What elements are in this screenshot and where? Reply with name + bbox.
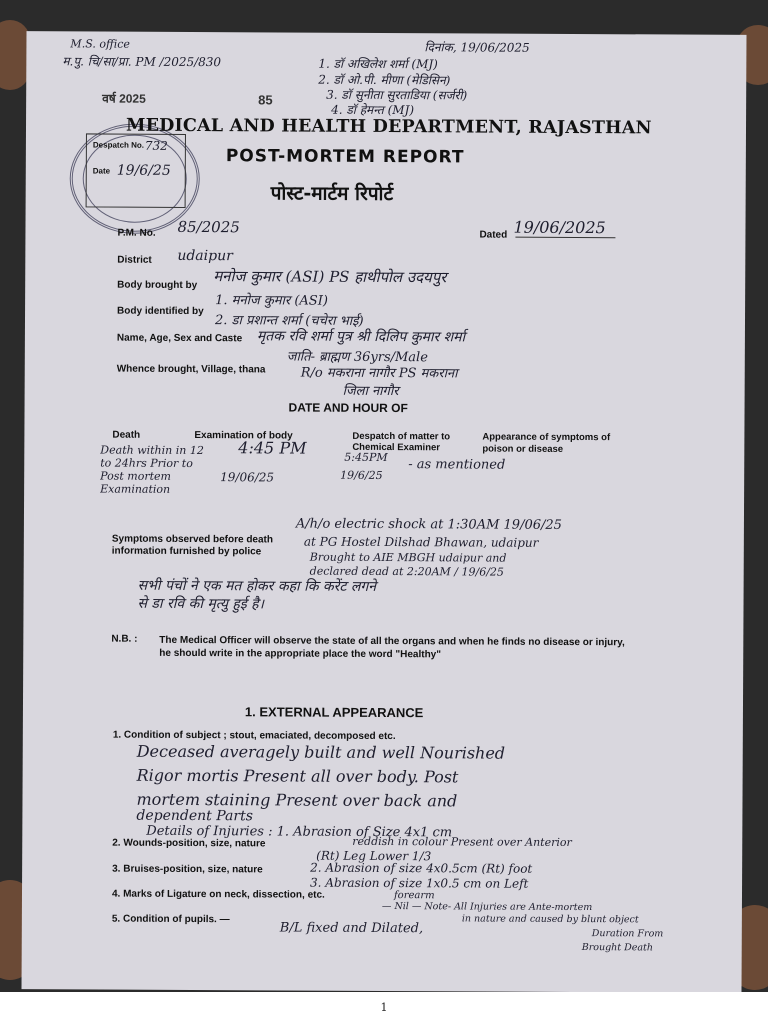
- dated-label: Dated: [479, 229, 508, 241]
- condition-line-4: dependent Parts: [136, 807, 253, 825]
- doctor-4: 4. डॉ हेमन्त (MJ): [331, 102, 415, 118]
- pupils-line-3: Brought Death: [581, 942, 654, 954]
- stamp-year: वर्ष 2025: [102, 91, 146, 106]
- condition-line-2: Rigor mortis Present all over body. Post: [136, 765, 459, 787]
- despatch-date: 19/6/25: [340, 468, 383, 482]
- symptoms-line-4: declared dead at 2:20AM / 19/6/25: [309, 564, 504, 579]
- symptoms-line-5: सभी पंचों ने एक मत होकर कहा कि करेंट लगने: [137, 577, 377, 595]
- examination-date: 19/06/25: [220, 470, 275, 485]
- injuries-line-1: Details of Injuries : 1. Abrasion of Size 4x1 cm: [146, 823, 453, 841]
- department-heading: MEDICAL AND HEALTH DEPARTMENT, RAJASTHAN: [125, 115, 652, 139]
- date-hour-heading: DATE AND HOUR OF: [288, 400, 408, 416]
- annotation-reference: म.पु. चि/सा/प्रा. PM /2025/830: [62, 54, 222, 70]
- name-age-sex-caste-value-1: मृतक रवि शर्मा पुत्र श्री दिलिप कुमार शर्मा: [256, 328, 466, 346]
- body-brought-label: Body brought by: [117, 279, 198, 292]
- ligature-line-3: in nature and caused by blunt object: [461, 913, 639, 926]
- wounds-line-1: reddish in colour Present over Anterior: [352, 834, 572, 849]
- district-value: udaipur: [177, 247, 233, 265]
- name-age-sex-caste-label: Name, Age, Sex and Caste: [116, 332, 243, 345]
- body-identified-value-1: 1. मनोज कुमार (ASI): [215, 293, 328, 309]
- dated-value: 19/06/2025: [513, 217, 606, 238]
- doctor-3: 3. डॉ सुनीता सुरताडिया (सर्जरी): [326, 87, 468, 103]
- pm-no-label: P.M. No.: [117, 227, 156, 239]
- condition-line-3: mortem staining Present over back and: [136, 789, 458, 811]
- note-text: The Medical Officer will observe the state of all the organs and when he finds no disease or injury, he should write in the appropriate place the word "Healthy": [159, 634, 625, 661]
- symptoms-line-6: से डा रवि की मृत्यु हुई है।: [137, 595, 264, 613]
- ligature-line-1: forearm: [393, 890, 435, 902]
- register-number: 85: [258, 92, 273, 108]
- examination-time: 4:45 PM: [238, 438, 307, 458]
- report-title: POST-MORTEM REPORT: [225, 146, 465, 168]
- page-number: 1: [380, 1001, 388, 1014]
- doctor-1: 1. डॉ अखिलेश शर्मा (MJ): [318, 56, 438, 72]
- despatch-stamp-box: [86, 133, 186, 208]
- wounds-line-2: (Rt) Leg Lower 1/3: [316, 848, 432, 864]
- col-examination-label: Examination of body: [194, 430, 293, 442]
- pupils-line-1: B/L fixed and Dilated,: [279, 920, 424, 937]
- wounds-label: 2. Wounds-position, size, nature: [112, 837, 266, 850]
- body-identified-label: Body identified by: [117, 305, 204, 318]
- ligature-label: 4. Marks of Ligature on neck, dissection, etc.: [111, 888, 325, 901]
- report-title-hindi: पोस्ट-मार्टम रिपोर्ट: [270, 182, 394, 206]
- doctor-2: 2. डॉ ओ.पी. मीणा (मेडिसिन): [318, 72, 451, 88]
- external-appearance-heading: 1. EXTERNAL APPEARANCE: [244, 704, 424, 721]
- despatch-time: 5:45PM: [344, 450, 388, 465]
- col-death-label: Death: [112, 429, 141, 441]
- annotation-ms-office: M.S. office: [70, 37, 130, 51]
- symptoms-line-1: A/h/o electric shock at 1:30AM 19/06/25: [295, 516, 562, 533]
- col-despatch-label: Despatch of matter to Chemical Examiner: [352, 430, 451, 454]
- name-age-sex-caste-value-2: जाति- ब्राह्मण 36yrs/Male: [286, 349, 428, 366]
- bruises-label: 3. Bruises-position, size, nature: [112, 863, 263, 876]
- pupils-label: 5. Condition of pupils. —: [111, 913, 230, 926]
- body-identified-value-2: 2. डा प्रशान्त शर्मा (चचेरा भाई): [214, 313, 364, 329]
- pm-no-value: 85/2025: [177, 217, 240, 237]
- body-brought-value: मनोज कुमार (ASI) PS हाथीपोल उदयपुर: [213, 267, 447, 287]
- col-symptoms-label: Appearance of symptoms of poison or disease: [482, 431, 611, 455]
- whence-value-2: जिला नागौर: [342, 383, 399, 400]
- note-label: N.B. :: [111, 633, 138, 645]
- stamp-date-value: 19/6/25: [116, 162, 171, 179]
- symptoms-label: Symptoms observed before death information furnished by police: [111, 533, 274, 558]
- despatch-label: Despatch No.: [92, 140, 145, 150]
- bruises-line-2: 3. Abrasion of size 1x0.5 cm on Left: [310, 875, 529, 891]
- symptoms-value: - as mentioned: [408, 457, 506, 473]
- symptoms-line-3: Brought to AIE MBGH udaipur and: [309, 550, 507, 565]
- post-mortem-page: [21, 31, 746, 993]
- annotation-date: दिनांक, 19/06/2025: [424, 40, 530, 55]
- pupils-line-2: Duration From: [591, 928, 664, 940]
- death-value: Death within in 12 to 24hrs Prior to Post mortem Examination: [100, 443, 204, 496]
- stamp-date-label: Date: [92, 166, 111, 176]
- symptoms-line-2: at PG Hostel Dilshad Bhawan, udaipur: [303, 534, 539, 550]
- whence-label: Whence brought, Village, thana: [116, 363, 266, 376]
- whence-value-1: R/o मकराना नागौर PS मकराना: [300, 365, 458, 382]
- condition-of-subject-label: 1. Condition of subject ; stout, emaciated, decomposed etc.: [112, 729, 396, 743]
- ligature-line-2: — Nil — Note- All Injuries are Ante-mortem: [381, 900, 593, 914]
- despatch-value: 732: [144, 138, 168, 153]
- bruises-line-1: 2. Abrasion of size 4x0.5cm (Rt) foot: [310, 860, 533, 876]
- condition-line-1: Deceased averagely built and well Nourished: [136, 741, 506, 763]
- district-label: District: [117, 254, 152, 266]
